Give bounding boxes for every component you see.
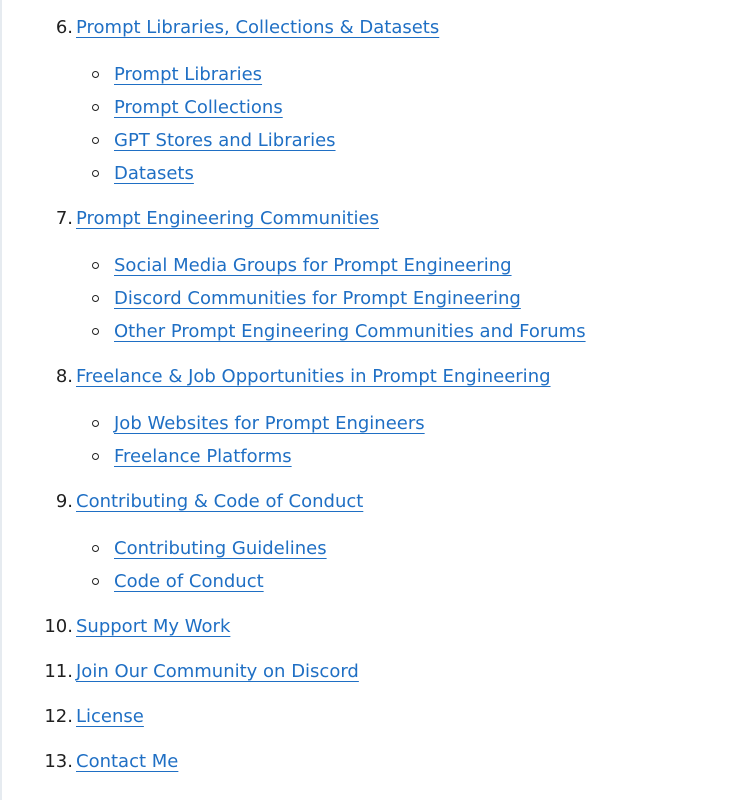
circle-bullet-icon bbox=[92, 453, 99, 460]
link-freelance-platforms[interactable]: Freelance Platforms bbox=[114, 446, 292, 467]
circle-bullet-icon bbox=[92, 545, 99, 552]
subitem bbox=[76, 319, 736, 345]
link-support-my-work[interactable]: Support My Work bbox=[76, 616, 231, 637]
toc-item-8 bbox=[0, 364, 736, 470]
toc-item-11 bbox=[0, 659, 736, 685]
subitem bbox=[76, 62, 736, 88]
link-code-of-conduct[interactable]: Code of Conduct bbox=[114, 571, 264, 592]
link-discord-communities[interactable]: Discord Communities for Prompt Engineering bbox=[114, 288, 521, 309]
circle-bullet-icon bbox=[92, 104, 99, 111]
item-number: 7. bbox=[55, 208, 73, 229]
item-number: 10. bbox=[44, 616, 73, 637]
subitem bbox=[76, 128, 736, 154]
subitem bbox=[76, 569, 736, 595]
link-social-media-groups[interactable]: Social Media Groups for Prompt Engineering bbox=[114, 255, 512, 276]
link-prompt-engineering-communities[interactable]: Prompt Engineering Communities bbox=[76, 208, 379, 229]
toc-item-6 bbox=[0, 15, 736, 187]
subitem bbox=[76, 95, 736, 121]
item-number: 12. bbox=[44, 706, 73, 727]
circle-bullet-icon bbox=[92, 71, 99, 78]
link-join-discord-community[interactable]: Join Our Community on Discord bbox=[76, 661, 359, 682]
toc-item-12 bbox=[0, 704, 736, 730]
subitem bbox=[76, 253, 736, 279]
sublist bbox=[76, 253, 736, 345]
link-contributing-code-of-conduct[interactable]: Contributing & Code of Conduct bbox=[76, 491, 364, 512]
subitem bbox=[76, 286, 736, 312]
link-freelance-job-opportunities[interactable]: Freelance & Job Opportunities in Prompt Engineering bbox=[76, 366, 551, 387]
circle-bullet-icon bbox=[92, 295, 99, 302]
subitem bbox=[76, 411, 736, 437]
item-number: 8. bbox=[55, 366, 73, 387]
circle-bullet-icon bbox=[92, 328, 99, 335]
link-contributing-guidelines[interactable]: Contributing Guidelines bbox=[114, 538, 327, 559]
toc-item-13 bbox=[0, 749, 736, 775]
link-prompt-collections[interactable]: Prompt Collections bbox=[114, 97, 283, 118]
item-number: 13. bbox=[44, 751, 73, 772]
subitem bbox=[76, 161, 736, 187]
circle-bullet-icon bbox=[92, 137, 99, 144]
circle-bullet-icon bbox=[92, 420, 99, 427]
sublist bbox=[76, 62, 736, 187]
circle-bullet-icon bbox=[92, 262, 99, 269]
link-other-communities-forums[interactable]: Other Prompt Engineering Communities and Forums bbox=[114, 321, 586, 342]
subitem bbox=[76, 444, 736, 470]
sublist bbox=[76, 536, 736, 595]
link-prompt-libraries[interactable]: Prompt Libraries bbox=[114, 64, 263, 85]
subitem bbox=[76, 536, 736, 562]
link-datasets[interactable]: Datasets bbox=[114, 163, 194, 184]
item-number: 6. bbox=[55, 17, 73, 38]
link-job-websites[interactable]: Job Websites for Prompt Engineers bbox=[114, 413, 425, 434]
table-of-contents bbox=[0, 15, 736, 794]
item-number: 11. bbox=[44, 661, 73, 682]
circle-bullet-icon bbox=[92, 578, 99, 585]
link-license[interactable]: License bbox=[76, 706, 144, 727]
link-prompt-libraries-collections-datasets[interactable]: Prompt Libraries, Collections & Datasets bbox=[76, 17, 440, 38]
toc-item-7 bbox=[0, 206, 736, 345]
circle-bullet-icon bbox=[92, 170, 99, 177]
toc-item-10 bbox=[0, 614, 736, 640]
toc-item-9 bbox=[0, 489, 736, 595]
link-contact-me[interactable]: Contact Me bbox=[76, 751, 179, 772]
sublist bbox=[76, 411, 736, 470]
link-gpt-stores-libraries[interactable]: GPT Stores and Libraries bbox=[114, 130, 336, 151]
item-number: 9. bbox=[55, 491, 73, 512]
